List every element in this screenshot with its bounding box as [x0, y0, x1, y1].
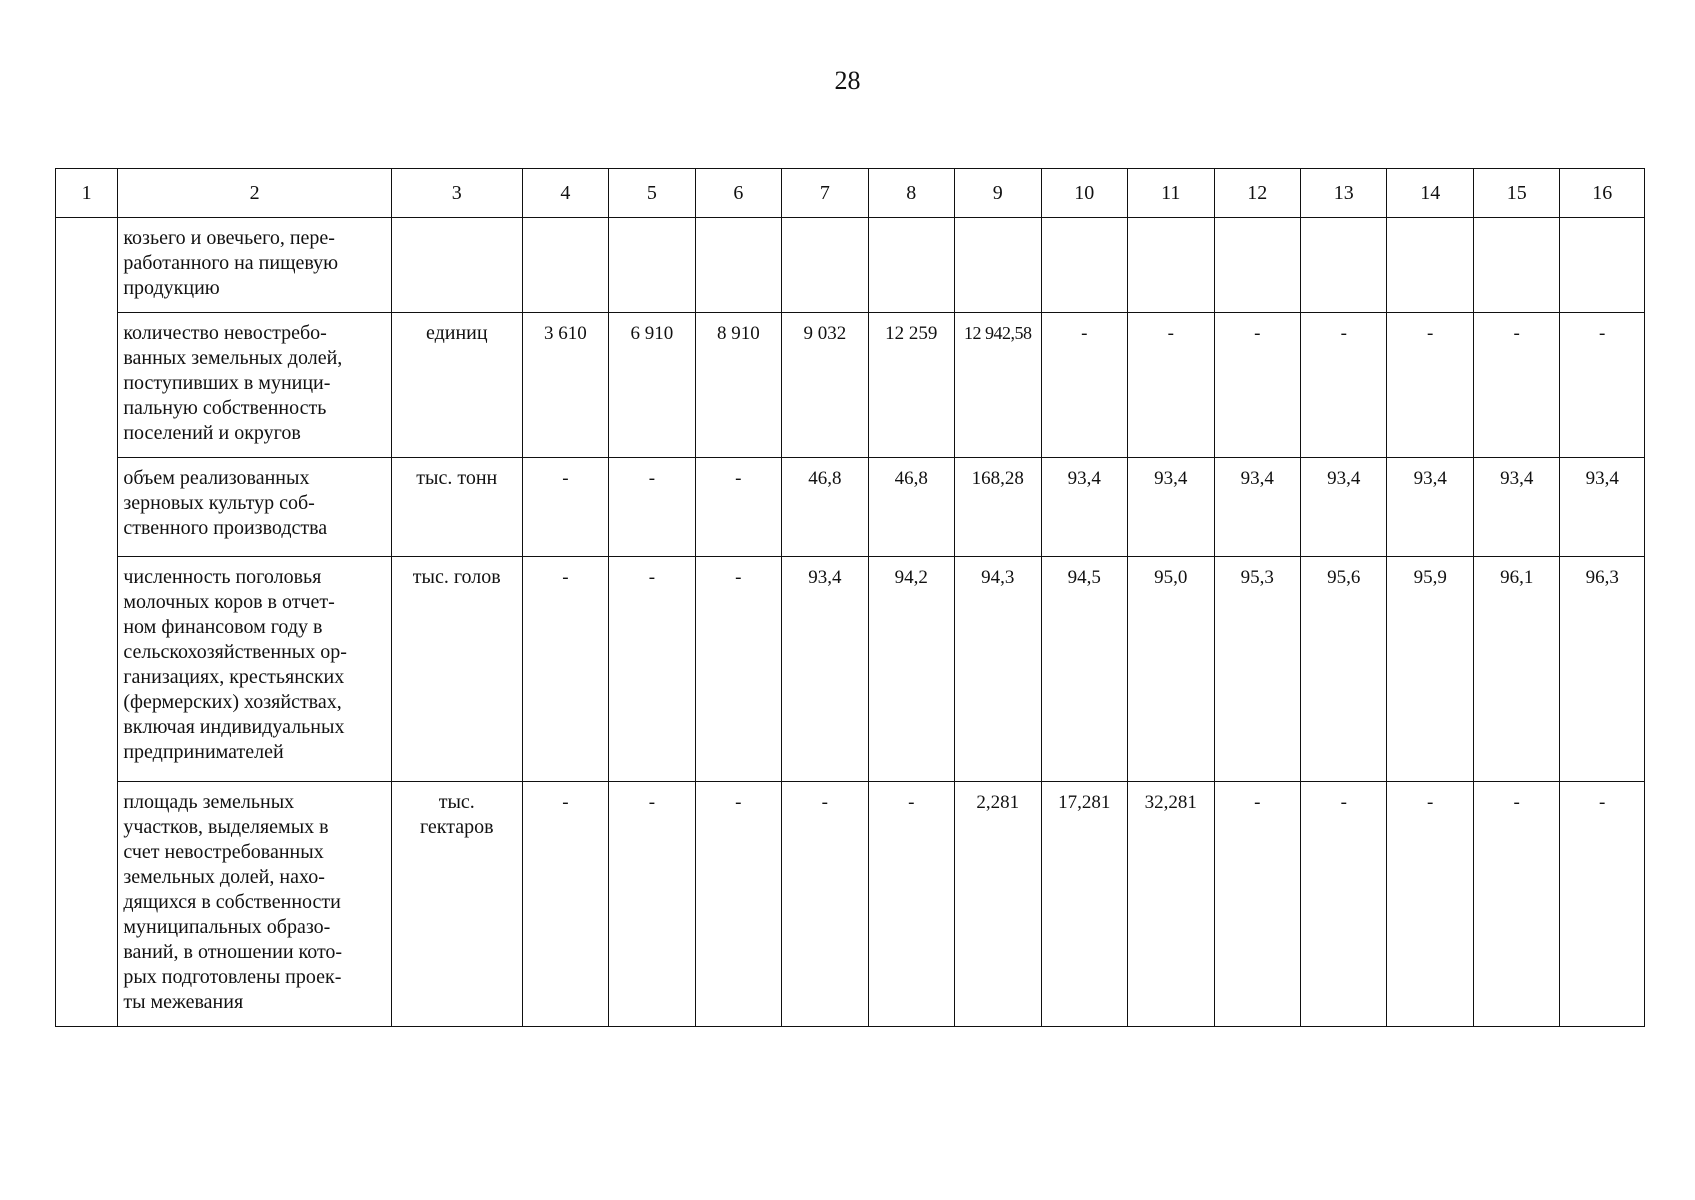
value-cell: 96,1	[1473, 557, 1559, 782]
text-line: ванных земельных долей,	[123, 347, 343, 369]
column-header-8: 8	[868, 169, 954, 218]
indicator-name	[118, 782, 392, 1027]
value-cell: -	[1128, 313, 1214, 458]
value-cell: 46,8	[782, 458, 868, 557]
value-cell: -	[609, 557, 695, 782]
value-cell	[1128, 218, 1214, 313]
text-line: молочных коров в отчет-	[123, 591, 335, 613]
value-cell: 32,281	[1128, 782, 1214, 1027]
value-cell: 8 910	[695, 313, 781, 458]
page-number: 28	[834, 66, 861, 95]
text-line: рых подготовлены проек-	[123, 966, 342, 988]
value-cell: -	[522, 557, 608, 782]
value-cell: 93,4	[1387, 458, 1473, 557]
text-line: единиц	[425, 322, 488, 344]
indicator-table	[55, 168, 1645, 1027]
value-cell: 168,28	[955, 458, 1041, 557]
table-row	[56, 557, 1645, 782]
text-line: ственного производства	[123, 517, 328, 539]
value-cell: 9 032	[782, 313, 868, 458]
text-line: поселений и округов	[123, 422, 301, 444]
value-cell	[868, 218, 954, 313]
text-line: включая индивидуальных	[123, 716, 345, 738]
column-header-2: 2	[118, 169, 392, 218]
value-cell	[1214, 218, 1300, 313]
value-cell: -	[522, 782, 608, 1027]
value-cell: -	[1300, 782, 1386, 1027]
column-header-4: 4	[522, 169, 608, 218]
text-line: поступивших в муници-	[123, 372, 331, 394]
indicator-name	[118, 458, 392, 557]
value-cell: -	[1214, 313, 1300, 458]
indicator-unit	[391, 557, 522, 782]
value-cell: -	[609, 782, 695, 1027]
value-cell: 93,4	[1300, 458, 1386, 557]
text-line: земельных долей, нахо-	[123, 866, 325, 888]
text-line: пальную собственность	[123, 397, 327, 419]
value-cell: -	[1473, 782, 1559, 1027]
value-cell: -	[695, 557, 781, 782]
value-cell: 3 610	[522, 313, 608, 458]
text-line: гектаров	[419, 816, 494, 838]
table-row	[56, 458, 1645, 557]
value-cell: 93,4	[782, 557, 868, 782]
value-cell: -	[695, 458, 781, 557]
value-cell: 17,281	[1041, 782, 1127, 1027]
value-cell: -	[609, 458, 695, 557]
column-header-5: 5	[609, 169, 695, 218]
text-line: тыс. тонн	[416, 467, 498, 489]
value-cell: 93,4	[1214, 458, 1300, 557]
column-header-14: 14	[1387, 169, 1473, 218]
text-line: тыс.	[438, 791, 475, 813]
text-line: ганизациях, крестьянских	[123, 666, 345, 688]
column-header-9: 9	[955, 169, 1041, 218]
text-line: площадь земельных	[123, 791, 295, 813]
indicator-unit	[391, 218, 522, 313]
text-line: работанного на пищевую	[123, 252, 339, 274]
value-cell	[1560, 218, 1645, 313]
table-row	[56, 313, 1645, 458]
text-line: тыс. голов	[412, 566, 501, 588]
text-line: предпринимателей	[123, 741, 284, 763]
value-cell	[955, 218, 1041, 313]
value-cell: -	[868, 782, 954, 1027]
column-header-12: 12	[1214, 169, 1300, 218]
value-cell	[782, 218, 868, 313]
column-header-6: 6	[695, 169, 781, 218]
indicator-name	[118, 557, 392, 782]
indicator-name	[118, 218, 392, 313]
value-cell: 93,4	[1560, 458, 1645, 557]
text-line: козьего и овечьего, пере-	[123, 227, 335, 249]
text-line: ты межевания	[123, 991, 244, 1013]
table-row	[56, 218, 1645, 313]
text-line: (фермерских) хозяйствах,	[123, 691, 342, 713]
value-cell: -	[782, 782, 868, 1027]
value-cell: 95,3	[1214, 557, 1300, 782]
value-cell: -	[1300, 313, 1386, 458]
value-cell: 95,0	[1128, 557, 1214, 782]
text-line: дящихся в собственности	[123, 891, 341, 913]
value-cell: 93,4	[1473, 458, 1559, 557]
value-cell: -	[1387, 313, 1473, 458]
indicator-name	[118, 313, 392, 458]
value-cell: 6 910	[609, 313, 695, 458]
text-line: численность поголовья	[123, 566, 322, 588]
value-cell: -	[522, 458, 608, 557]
text-line: счет невостребованных	[123, 841, 324, 863]
indicator-unit	[391, 458, 522, 557]
value-cell	[1473, 218, 1559, 313]
text-line: сельскохозяйственных ор-	[123, 641, 347, 663]
text-line: муниципальных образо-	[123, 916, 331, 938]
value-cell: 12 259	[868, 313, 954, 458]
value-cell	[609, 218, 695, 313]
value-cell	[522, 218, 608, 313]
indicator-unit	[391, 313, 522, 458]
text-line: зерновых культур соб-	[123, 492, 315, 514]
text-line: участков, выделяемых в	[123, 816, 329, 838]
value-cell	[1041, 218, 1127, 313]
indicator-unit	[391, 782, 522, 1027]
column-header-11: 11	[1128, 169, 1214, 218]
value-cell: 95,6	[1300, 557, 1386, 782]
value-cell: 46,8	[868, 458, 954, 557]
value-cell: 2,281	[955, 782, 1041, 1027]
column-header-1: 1	[56, 169, 118, 218]
value-cell: -	[1214, 782, 1300, 1027]
value-cell	[1387, 218, 1473, 313]
value-cell	[1300, 218, 1386, 313]
value-cell	[695, 218, 781, 313]
value-cell: 93,4	[1128, 458, 1214, 557]
value-cell: 94,3	[955, 557, 1041, 782]
column-header-10: 10	[1041, 169, 1127, 218]
column-header-13: 13	[1300, 169, 1386, 218]
value-cell: -	[1041, 313, 1127, 458]
column-header-3: 3	[391, 169, 522, 218]
value-cell: -	[1560, 782, 1645, 1027]
value-cell: -	[1387, 782, 1473, 1027]
column-header-7: 7	[782, 169, 868, 218]
row-number-cell	[56, 218, 118, 1027]
value-cell: 94,2	[868, 557, 954, 782]
value-cell: 95,9	[1387, 557, 1473, 782]
text-line: ном финансовом году в	[123, 616, 323, 638]
text-line: ваний, в отношении кото-	[123, 941, 343, 963]
value-cell: 94,5	[1041, 557, 1127, 782]
value-cell: 12 942,58	[955, 313, 1041, 458]
value-cell: 93,4	[1041, 458, 1127, 557]
table-row	[56, 782, 1645, 1027]
column-header-16: 16	[1560, 169, 1645, 218]
text-line: объем реализованных	[123, 467, 310, 489]
text-line: продукцию	[123, 277, 220, 299]
value-cell: -	[695, 782, 781, 1027]
value-cell: -	[1473, 313, 1559, 458]
value-cell: 96,3	[1560, 557, 1645, 782]
value-cell: -	[1560, 313, 1645, 458]
column-header-15: 15	[1473, 169, 1559, 218]
header-row	[56, 169, 1645, 218]
text-line: количество невостребо-	[123, 322, 327, 344]
